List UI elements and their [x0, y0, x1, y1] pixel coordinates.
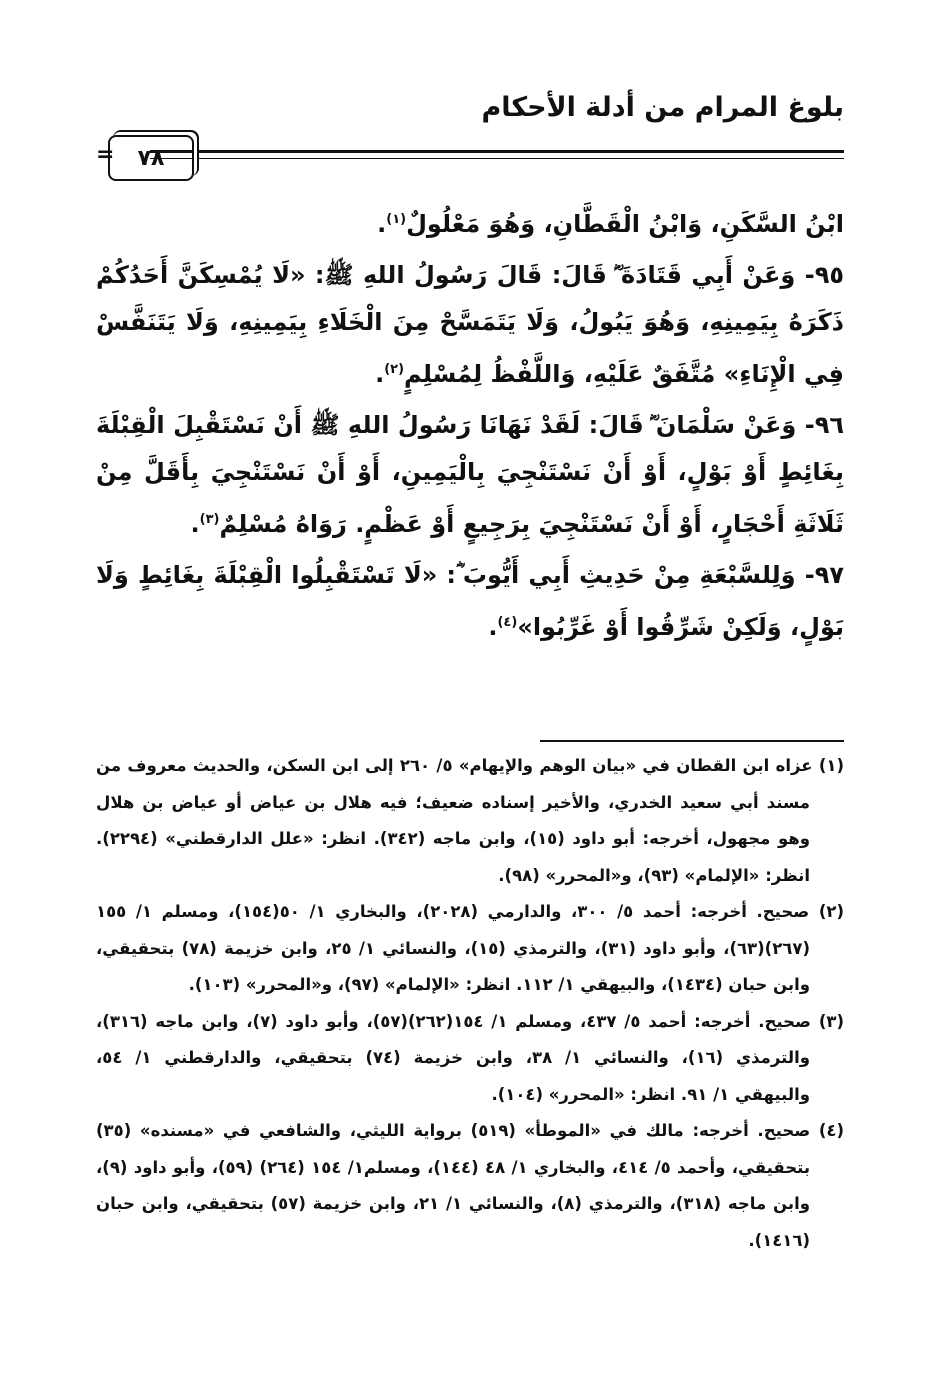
paragraph-text: ٩٦- وَعَنْ سَلْمَانَ ؓ قَالَ: لَقَدْ نَهَانَا رَسُولُ اللهِ ﷺ أَنْ نَسْتَقْبِلَ الْقِبْلَةَ بِغَائِطٍ أَوْ بَوْلٍ، أَوْ أَنْ نَسْتَنْجِيَ بِالْيَمِينِ، أَوْ أَنْ نَسْتَنْجِيَ بِأَقَلَّ مِنْ ثَلَاثَةِ أَحْجَارٍ، أَوْ أَنْ نَسْتَنْجِيَ بِرَجِيعٍ أَوْ عَظْمٍ. رَوَاهُ مُسْلِمٌ — [96, 411, 844, 538]
footnote-ref: (١) — [386, 212, 407, 227]
footnote-1: (١) عزاه ابن القطان في «بيان الوهم والإيهام» ٥/ ٢٦٠ إلى ابن السكن، والحديث معروف من مسند أبي سعيد الخدري، والأخير إسناده ضعيف؛ فيه هلال بن عياض أو عياض بن هلال وهو مجهول، أخرجه: أبو داود (١٥)، وابن ماجه (٣٤٢). انظر: «علل الدارقطني» (٢٢٩٤). انظر: «الإلمام» (٩٣)، و«المحرر» (٩٨). — [96, 756, 844, 885]
footnote-4: (٤) صحيح. أخرجه: مالك في «الموطأ» (٥١٩) برواية الليثي، والشافعي في «مسنده» (٣٥) بتحقيقي، وأحمد ٥/ ٤١٤، والبخاري ١/ ٤٨ (١٤٤)، ومسلم١/ ١٥٤ (٢٦٤) (٥٩)، وأبو داود (٩)، وابن ماجه (٣١٨)، والترمذي (٨)، والنسائي ١/ ٢١، وابن خزيمة (٥٧) بتحقيقي، وابن حبان (١٤١٦). — [96, 1121, 845, 1250]
main-text — [96, 196, 844, 655]
footnote-3: (٣) صحيح. أخرجه: أحمد ٥/ ٤٣٧، ومسلم ١/ ١٥٤(٢٦٢)(٥٧)، وأبو داود (٧)، وابن ماجه (٣١٦)، والترمذي (١٦)، والنسائي ١/ ٣٨، وابن خزيمة (٧٤) بتحقيقي، والدارقطني ١/ ٥٤، والبيهقي ١/ ٩١. انظر: «المحرر» (١٠٤). — [96, 1011, 844, 1104]
book-title: بلوغ المرام من أدلة الأحكام — [481, 92, 844, 123]
hadith-97: ٩٧- وَلِلسَّبْعَةِ مِنْ حَدِيثِ أَبِي أَيُّوبَ ؓ: «لَا تَسْتَقْبِلُوا الْقِبْلَةَ بِغَائِطٍ وَلَا بَوْلٍ، وَلَكِنْ شَرِّقُوا أَوْ غَرِّبُوا»$^{(٤)}$. — [96, 561, 844, 641]
page-number-decoration: = — [96, 142, 115, 167]
footnote-ref: (٣) — [199, 512, 220, 527]
main-paragraph: ابْنُ السَّكَنِ، وَابْنُ الْقَطَّانِ، وَهُوَ مَعْلُولٌ$^{(١)}$. — [377, 210, 844, 238]
page-number: ٧٨ — [108, 135, 194, 181]
hadith-95: ٩٥- وَعَنْ أَبِي قَتَادَةَ ؓ قَالَ: قَالَ رَسُولُ اللهِ ﷺ: «لَا يُمْسِكَنَّ أَحَدُكُمْ ذَكَرَهُ بِيَمِينِهِ، وَهُوَ يَبُولُ، وَلَا يَتَمَسَّحْ مِنَ الْخَلَاءِ بِيَمِينِهِ، وَلَا يَتَنَفَّسْ فِي الْإِنَاءِ» مُتَّفَقٌ عَلَيْهِ، وَاللَّفْظُ لِمُسْلِمٍ$^{(٢)}$. — [96, 261, 844, 388]
header-rule-thin — [150, 158, 844, 159]
footnote-2: (٢) صحيح. أخرجه: أحمد ٥/ ٣٠٠، والدارمي (٢٠٢٨)، والبخاري ١/ ٥٠(١٥٤)، ومسلم ١/ ١٥٥ (٢٦٧)(٦٣)، وأبو داود (٣١)، والترمذي (١٥)، والنسائي ١/ ٢٥، وابن خزيمة (٧٨) بتحقيقي، وابن حبان (١٤٣٤)، والبيهقي ١/ ١١٢. انظر: «الإلمام» (٩٧)، و«المحرر» (١٠٣). — [96, 902, 845, 994]
paragraph-text: ابْنُ السَّكَنِ، وَابْنُ الْقَطَّانِ، وَهُوَ مَعْلُولٌ — [406, 210, 844, 238]
paragraph-text: ٩٥- وَعَنْ أَبِي قَتَادَةَ ؓ قَالَ: قَالَ رَسُولُ اللهِ ﷺ: «لَا يُمْسِكَنَّ أَحَدُكُمْ ذَكَرَهُ بِيَمِينِهِ، وَهُوَ يَبُولُ، وَلَا يَتَمَسَّحْ مِنَ الْخَلَاءِ بِيَمِينِهِ، وَلَا يَتَنَفَّسْ فِي الْإِنَاءِ» مُتَّفَقٌ عَلَيْهِ، وَاللَّفْظُ لِمُسْلِمٍ — [96, 261, 844, 388]
footnote-ref: (٢) — [384, 362, 405, 377]
footnote-separator — [540, 740, 844, 742]
footnote-ref: (٤) — [497, 615, 518, 630]
header-rule — [150, 150, 844, 153]
footnotes — [96, 748, 844, 1259]
paragraph-text: ٩٧- وَلِلسَّبْعَةِ مِنْ حَدِيثِ أَبِي أَيُّوبَ ؓ: «لَا تَسْتَقْبِلُوا الْقِبْلَةَ بِغَائِطٍ وَلَا بَوْلٍ، وَلَكِنْ شَرِّقُوا أَوْ غَرِّبُوا» — [96, 561, 844, 641]
hadith-96: ٩٦- وَعَنْ سَلْمَانَ ؓ قَالَ: لَقَدْ نَهَانَا رَسُولُ اللهِ ﷺ أَنْ نَسْتَقْبِلَ الْقِبْلَةَ بِغَائِطٍ أَوْ بَوْلٍ، أَوْ أَنْ نَسْتَنْجِيَ بِالْيَمِينِ، أَوْ أَنْ نَسْتَنْجِيَ بِأَقَلَّ مِنْ ثَلَاثَةِ أَحْجَارٍ، أَوْ أَنْ نَسْتَنْجِيَ بِرَجِيعٍ أَوْ عَظْمٍ. رَوَاهُ مُسْلِمٌ$^{(٣)}$. — [96, 411, 844, 538]
